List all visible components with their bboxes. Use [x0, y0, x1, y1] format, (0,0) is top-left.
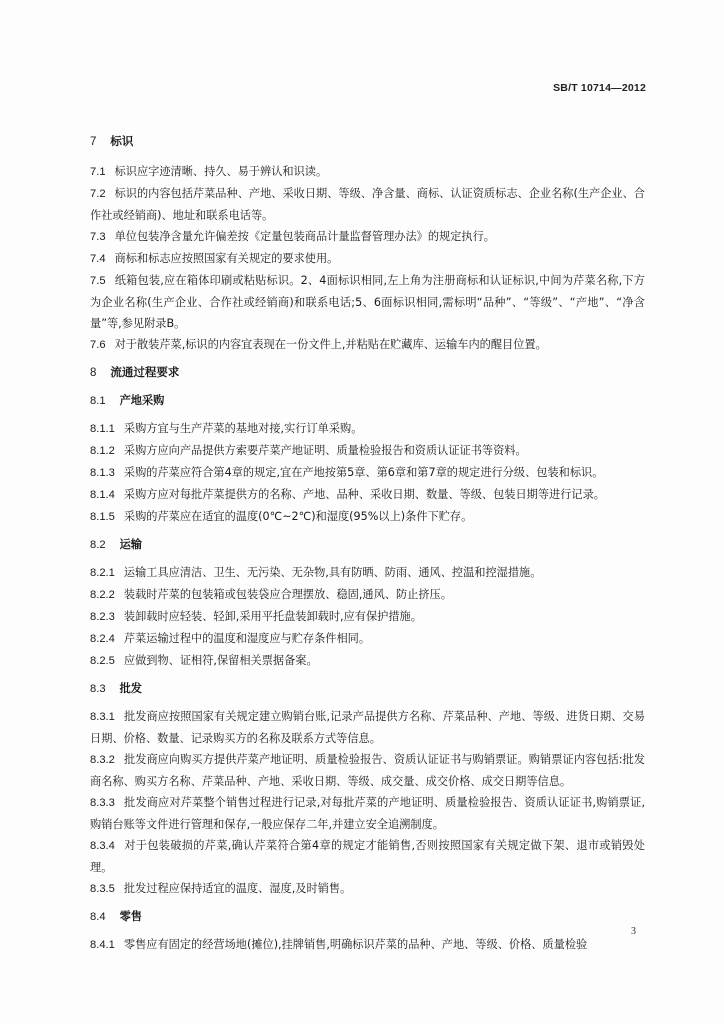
clause: 7.3 单位包装净含量允许偏差按《定量包装商品计量监督管理办法》的规定执行。 — [90, 230, 495, 243]
clause: 7.5 纸箱包装,应在箱体印刷或粘贴标识。2、4面标识相同,左上角为注册商标和认证标识,中间为芹菜名称,下方为企业名称(生产企业、合作社或经销商)和联系电话;5、6面标识相同,需标明“品种”、“等级”、“产地”、“净含量”等,参见附录B。 — [90, 274, 645, 330]
clause: 7.1 标识应字迹清晰、持久、易于辨认和识读。 — [90, 165, 328, 178]
page-number: 3 — [631, 926, 636, 937]
clause: 8.2.2 装载时芹菜的包装箱或包装袋应合理摆放、稳固,通风、防止挤压。 — [90, 588, 452, 601]
subsection-heading: 8.2 运输 — [90, 538, 142, 551]
clause: 8.2.4 芹菜运输过程中的温度和湿度应与贮存条件相同。 — [90, 632, 371, 645]
clause: 8.3.4 对于包装破损的芹菜,确认芹菜符合第4章的规定才能销售,否则按照国家有关规定做下架、退市或销毁处理。 — [90, 839, 645, 874]
clause: 8.4.1 零售应有固定的经营场地(摊位),挂牌销售,明确标识芹菜的品种、产地、等级、价格、质量检验 — [90, 938, 588, 951]
subsection-heading: 8.4 零售 — [90, 910, 142, 923]
clause: 7.2 标识的内容包括芹菜品种、产地、采收日期、等级、净含量、商标、认证资质标志、企业名称(生产企业、合作社或经销商)、地址和联系电话等。 — [90, 187, 645, 222]
clause: 8.2.3 装卸载时应轻装、轻卸,采用平托盘装卸载时,应有保护措施。 — [90, 610, 422, 623]
clause: 8.1.2 采购方应向产品提供方索要芹菜产地证明、质量检验报告和资质认证证书等资料。 — [90, 444, 527, 457]
clause: 7.6 对于散装芹菜,标识的内容宜表现在一份文件上,并粘贴在贮藏库、运输车内的醒目位置。 — [90, 338, 547, 351]
clause: 8.2.1 运输工具应清洁、卫生、无污染、无杂物,具有防晒、防雨、通风、控温和控湿措施。 — [90, 566, 542, 579]
clause: 8.1.5 采购的芹菜应在适宜的温度(0℃~2℃)和湿度(95%以上)条件下贮存。 — [90, 510, 473, 523]
section-heading: 7 标识 — [90, 134, 134, 148]
subsection-heading: 8.1 产地采购 — [90, 394, 165, 407]
clause: 8.3.5 批发过程应保持适宜的温度、湿度,及时销售。 — [90, 882, 352, 895]
clause: 8.1.1 采购方宜与生产芹菜的基地对接,实行订单采购。 — [90, 422, 363, 435]
clause: 8.1.3 采购的芹菜应符合第4章的规定,宜在产地按第5章、第6章和第7章的规定进行分级、包装和标识。 — [90, 466, 604, 479]
subsection-heading: 8.3 批发 — [90, 682, 142, 695]
clause: 8.3.3 批发商应对芹菜整个销售过程进行记录,对每批芹菜的产地证明、质量检验报告、资质认证证书,购销票证,购销台账等文件进行管理和保存,一般应保存二年,并建立安全追溯制度。 — [90, 796, 645, 831]
clause: 8.3.2 批发商应向购买方提供芹菜产地证明、质量检验报告、资质认证证书与购销票证。购销票证内容包括:批发商名称、购买方名称、芹菜品种、产地、采收日期、等级、成交量、成交价格、成交日期等信息。 — [90, 753, 645, 788]
standard-code-header: SB/T 10714—2012 — [553, 82, 646, 94]
document-body — [90, 131, 645, 956]
clause: 8.3.1 批发商应按照国家有关规定建立购销台账,记录产品提供方名称、芹菜品种、产地、等级、进货日期、交易日期、价格、数量、记录购买方的名称及联系方式等信息。 — [90, 710, 645, 745]
section-heading: 8 流通过程要求 — [90, 365, 180, 379]
clause: 8.2.5 应做到物、证相符,保留相关票据备案。 — [90, 654, 318, 667]
clause: 8.1.4 采购方应对每批芹菜提供方的名称、产地、品种、采收日期、数量、等级、包装日期等进行记录。 — [90, 488, 605, 501]
clause: 7.4 商标和标志应按照国家有关规定的要求使用。 — [90, 252, 339, 265]
